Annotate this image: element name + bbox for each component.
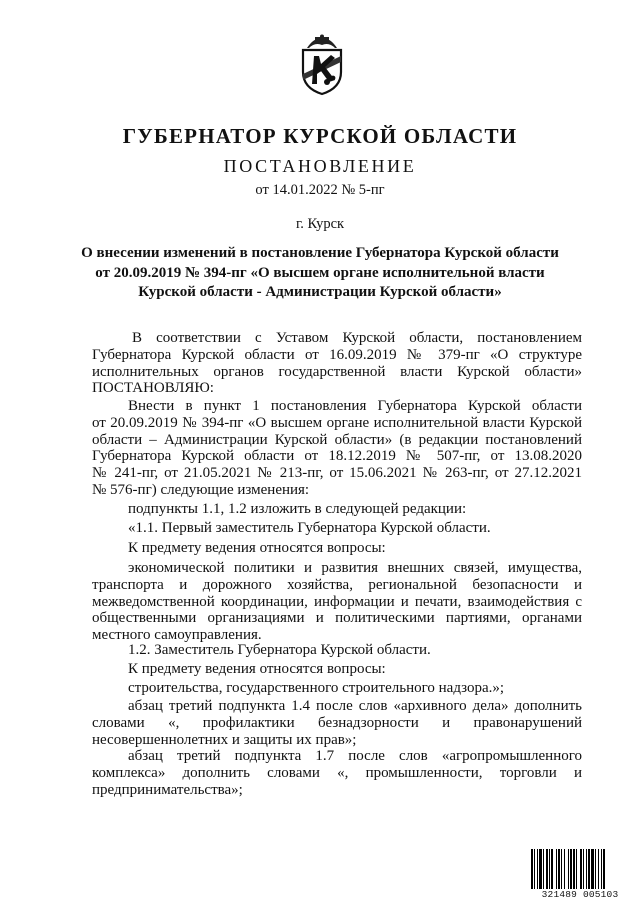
text-line: абзац третий подпункта 1.4 после слов «архивного дела» дополнить xyxy=(128,698,582,714)
text-line: подпункты 1.1, 1.2 изложить в следующей редакции: xyxy=(128,501,467,517)
barcode-bar xyxy=(564,849,565,889)
subject-heading xyxy=(0,244,640,303)
subject-line: от 20.09.2019 № 394-пг «О высшем органе исполнительной власти xyxy=(95,264,545,281)
paragraph-subject-matter xyxy=(92,540,582,557)
paragraph-economic-policy xyxy=(92,560,582,644)
text-line: № 241-пг, от 21.05.2021 № 213-пг, от 15.06.2021 № 263-пг, от 27.12.2021 xyxy=(92,465,582,482)
text-line: № 576-пг) следующие изменения: xyxy=(92,481,310,498)
text-line: исполнительных органов государственной власти Курской области» xyxy=(92,363,582,380)
text-line: от 20.09.2019 № 394-пг «О высшем органе исполнительной власти Курской xyxy=(92,414,582,431)
barcode-bar xyxy=(551,849,553,889)
text-line: К предмету ведения относятся вопросы: xyxy=(128,661,386,677)
authority-title: ГУБЕРНАТОР КУРСКОЙ ОБЛАСТИ xyxy=(122,124,518,148)
text-line: транспорта и дорожного хозяйства, региональной безопасности и xyxy=(92,576,582,593)
paragraph-subject-matter-2 xyxy=(92,661,582,678)
text-line: области – Администрации Курской области» (в редакции постановлений xyxy=(92,431,582,448)
text-line: строительства, государственного строительного надзора.»; xyxy=(128,680,505,696)
text-line: 1.2. Заместитель Губернатора Курской области. xyxy=(128,642,431,658)
paragraph-construction xyxy=(92,680,582,697)
text-line: Губернатора Курской области от 16.09.2019 № 379-пг «О структуре xyxy=(92,346,582,363)
barcode-bar xyxy=(546,849,548,889)
paragraph-subitems xyxy=(92,501,582,518)
barcode-bar xyxy=(561,849,562,889)
barcode-bar xyxy=(531,849,533,889)
city: г. Курск xyxy=(295,216,345,232)
text-line: Внести в пункт 1 постановления Губернатора Курской области xyxy=(128,398,582,414)
paragraph-amendment xyxy=(92,398,582,499)
barcode-bar xyxy=(603,849,605,889)
barcode-bar xyxy=(570,849,572,889)
text-line: абзац третий подпункта 1.7 после слов «агропромышленного xyxy=(128,748,582,764)
barcode-bar xyxy=(576,849,577,889)
barcode-bar xyxy=(595,849,596,889)
barcode-bar xyxy=(549,849,550,889)
barcode-bar xyxy=(558,849,560,889)
paragraph-item-1-4 xyxy=(92,698,582,748)
date-number: от 14.01.2022 № 5-пг xyxy=(255,182,385,198)
barcode-bar xyxy=(591,849,594,889)
text-line: общественными организациями и политическими партиями, органами xyxy=(92,610,582,627)
text-line: словами «, профилактики безнадзорности и правонарушений xyxy=(92,714,582,731)
text-line: ПОСТАНОВЛЯЮ: xyxy=(92,380,214,397)
kursk-coat-of-arms-icon xyxy=(297,34,347,96)
barcode-bar xyxy=(586,849,587,889)
text-line: Губернатора Курской области от 18.12.2019 № 507-пг, от 13.08.2020 xyxy=(92,448,582,465)
text-line: К предмету ведения относятся вопросы: xyxy=(128,540,386,556)
text-line: экономической политики и развития внешних связей, имущества, xyxy=(128,560,582,576)
subject-line: О внесении изменений в постановление Губернатора Курской области xyxy=(81,245,559,261)
barcode-icon xyxy=(530,849,630,891)
text-line: комплекса» дополнить словами «, промышленности, торговли и xyxy=(92,764,582,781)
text-line: несовершеннолетних и защиты их прав»; xyxy=(92,731,357,748)
paragraph-legal-basis xyxy=(92,330,582,397)
text-line: В соответствии с Уставом Курской области, постановлением xyxy=(132,330,582,346)
document-type: ПОСТАНОВЛЕНИЕ xyxy=(223,156,417,176)
subject-line: Курской области - Администрации Курской области» xyxy=(138,284,502,300)
text-line: межведомственной координации, информации и печати, взаимодействия с xyxy=(92,593,582,610)
barcode-number: 321489 005103 xyxy=(541,889,619,900)
barcode-bar xyxy=(598,849,599,889)
paragraph-item-1-1 xyxy=(92,520,582,537)
barcode-bar xyxy=(537,849,538,889)
barcode-bar xyxy=(539,849,542,889)
barcode-bar xyxy=(568,849,569,889)
barcode-bar xyxy=(573,849,575,889)
text-line: местного самоуправления. xyxy=(92,627,262,644)
barcode-bar xyxy=(601,849,602,889)
paragraph-item-1-7 xyxy=(92,748,582,798)
barcode-bar xyxy=(588,849,590,889)
text-line: предпринимательства»; xyxy=(92,781,243,798)
barcode-bar xyxy=(583,849,584,889)
barcode-bar xyxy=(580,849,582,889)
paragraph-item-1-2 xyxy=(92,642,582,659)
barcode-bar xyxy=(556,849,557,889)
text-line: «1.1. Первый заместитель Губернатора Курской области. xyxy=(128,520,491,536)
barcode-bar xyxy=(543,849,544,889)
barcode-bar xyxy=(534,849,535,889)
